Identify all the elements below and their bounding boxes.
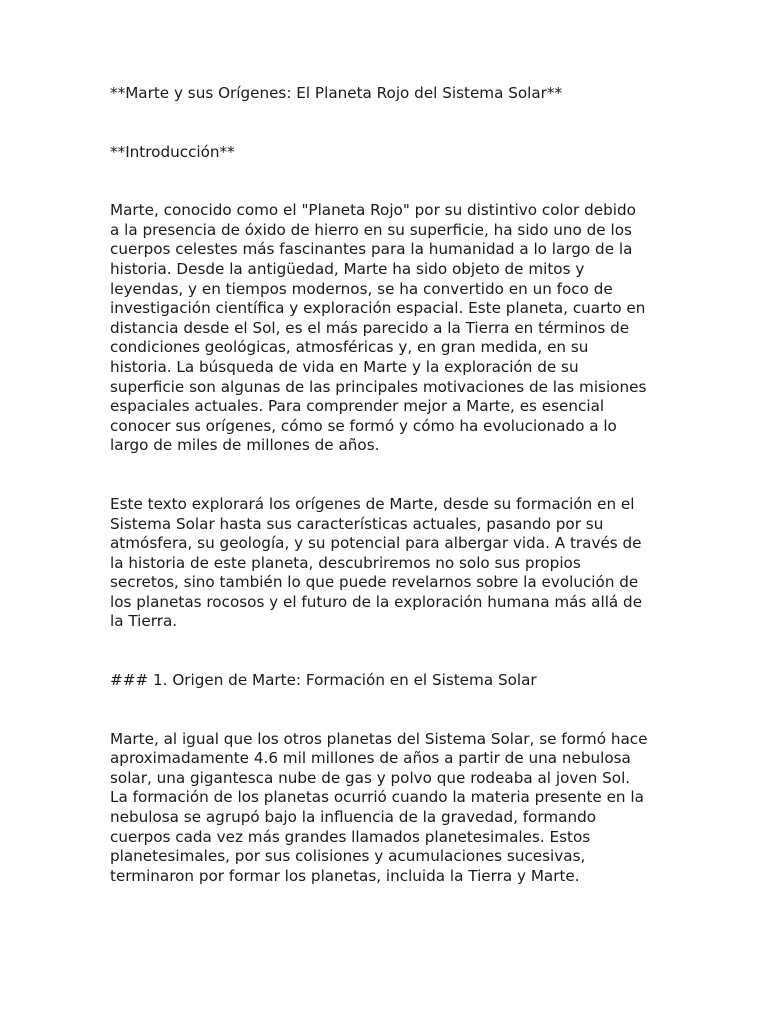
paragraph-3: Marte, al igual que los otros planetas del Sistema Solar, se formó hace aproximadamente 4.6 mil millones de años a partir de una nebulosa solar, una gigantesca nube de gas y polvo que rodeaba al joven Sol. La formación de los planetas ocurrió cuando la materia presente en la nebulosa se agrupó bajo la influencia de la gravedad, formando cuerpos cada vez más grandes llamados planetesimales. Estos planetesimales, por sus colisiones y acumulaciones sucesivas, terminaron por formar los planetas, incluida la Tierra y Marte.: [110, 729, 648, 885]
document-title: **Marte y sus Orígenes: El Planeta Rojo del Sistema Solar**: [110, 84, 563, 102]
paragraph-2: Este texto explorará los orígenes de Marte, desde su formación en el Sistema Solar hasta sus características actuales, pasando por su atmósfera, su geología, y su potencial para albergar vida. A través de la historia de este planeta, descubriremos no solo sus propios secretos, sino también lo que puede revelarnos sobre la evolución de los planetas rocosos y el futuro de la exploración humana más allá de la Tierra.: [110, 494, 643, 631]
document-page: [110, 84, 670, 886]
paragraph-1: Marte, conocido como el "Planeta Rojo" por su distintivo color debido a la presencia de óxido de hierro en su superficie, ha sido uno de los cuerpos celestes más fascinantes para la humanidad a lo largo de la historia. Desde la antigüedad, Marte ha sido objeto de mitos y leyendas, y en tiempos modernos, se ha convertido en un foco de investigación científica y exploración espacial. Este planeta, cuarto en distancia desde el Sol, es el más parecido a la Tierra en términos de condiciones geológicas, atmosféricas y, en gran medida, en su historia. La búsqueda de vida en Marte y la exploración de su superficie son algunas de las principales motivaciones de las misiones espaciales actuales. Para comprender mejor a Marte, es esencial conocer sus orígenes, cómo se formó y cómo ha evolucionado a lo largo de miles de millones de años.: [110, 201, 647, 455]
intro-heading: **Introducción**: [110, 142, 235, 161]
section-1-heading: ### 1. Origen de Marte: Formación en el Sistema Solar: [110, 671, 537, 690]
